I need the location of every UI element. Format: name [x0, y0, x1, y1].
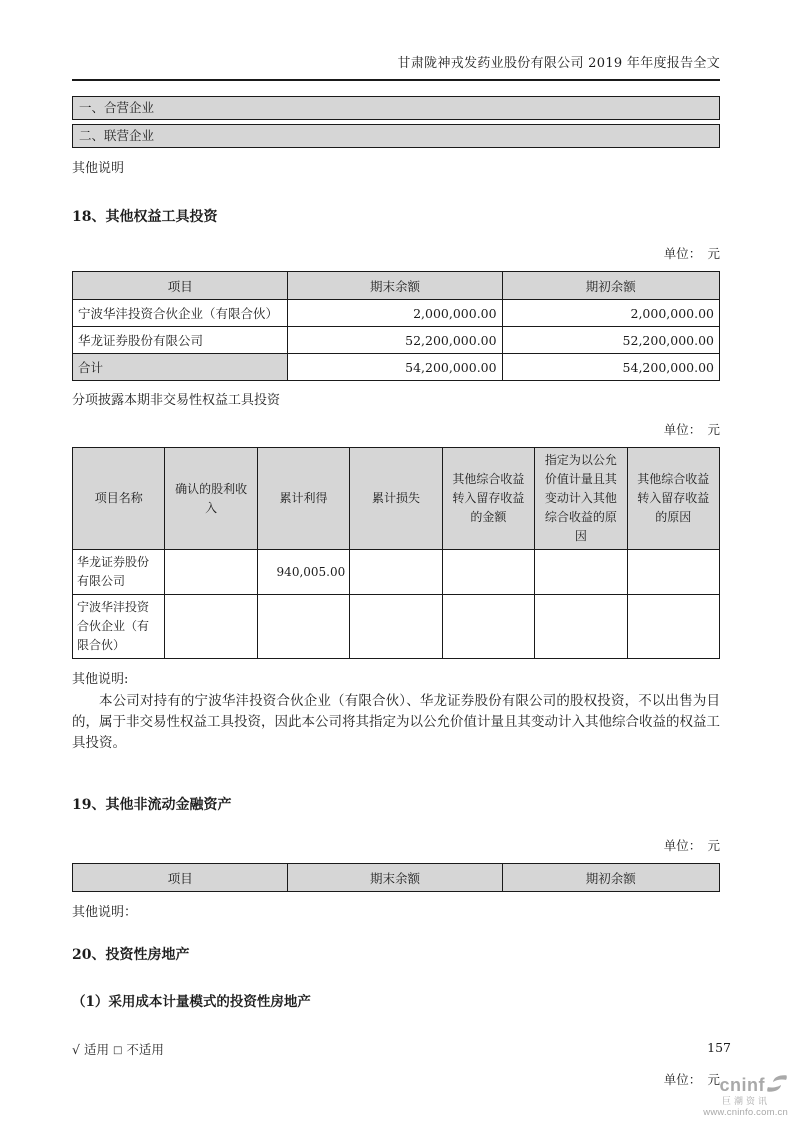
table-header-row — [73, 448, 720, 550]
unit-label: 单位： 元 — [663, 838, 720, 853]
col-header-accumulated-gain: 累计利得 — [257, 448, 349, 550]
section-20-1-subtitle: （1）采用成本计量模式的投资性房地产 — [72, 994, 311, 1010]
section-bar-label: 一、合营企业 — [79, 100, 155, 115]
other-note: 其他说明 — [72, 161, 125, 176]
empty-checkbox-icon: □ — [112, 1045, 123, 1056]
applicability-line — [72, 1040, 720, 1058]
col-header-beginning-balance: 期初余额 — [502, 272, 719, 300]
cell-item-name: 华龙证券股份有限公司 — [73, 550, 165, 595]
cell-beginning-balance: 54,200,000.00 — [502, 354, 719, 381]
report-header-title: 甘肃陇神戎发药业股份有限公司 2019 年年度报告全文 — [72, 52, 720, 81]
col-header-ending-balance: 期末余额 — [288, 864, 502, 892]
unit-label: 单位： 元 — [663, 422, 720, 437]
cell-ending-balance: 54,200,000.00 — [288, 354, 502, 381]
cninfo-brand-text: cninf — [719, 1074, 765, 1095]
cell-item-name: 华龙证券股份有限公司 — [73, 327, 288, 354]
table-row — [73, 595, 720, 659]
section-bar-associate-enterprise — [72, 124, 720, 148]
table-total-row — [73, 354, 720, 381]
other-note-label: 其他说明： — [72, 905, 138, 920]
section-bar-joint-venture — [72, 96, 720, 120]
cell-dividend-income — [165, 595, 257, 659]
cell-beginning-balance: 2,000,000.00 — [502, 300, 719, 327]
table-row — [73, 327, 720, 354]
cninfo-logo-row — [683, 1074, 788, 1098]
col-header-beginning-balance: 期初余额 — [502, 864, 719, 892]
cell-accumulated-loss — [350, 550, 442, 595]
cninfo-swirl-icon — [766, 1074, 788, 1098]
page-number: 157 — [707, 1040, 731, 1055]
cell-fvoci-designation-reason — [535, 595, 627, 659]
not-applicable-label: 不适用 — [126, 1042, 164, 1057]
cell-accumulated-gain: 940,005.00 — [257, 550, 349, 595]
cell-ending-balance: 52,200,000.00 — [288, 327, 502, 354]
other-non-current-financial-assets-table — [72, 863, 720, 892]
col-header-fvoci-designation-reason: 指定为以公允价值计量且其变动计入其他综合收益的原因 — [535, 448, 627, 550]
cninfo-url: www.cninfo.com.cn — [703, 1107, 788, 1119]
col-header-accumulated-loss: 累计损失 — [350, 448, 442, 550]
col-header-oci-transfer-reason: 其他综合收益转入留存收益的原因 — [627, 448, 719, 550]
cell-total-label: 合计 — [73, 354, 288, 381]
cell-dividend-income — [165, 550, 257, 595]
applicable-label: 适用 — [83, 1042, 109, 1057]
cell-item-name: 宁波华沣投资合伙企业（有限合伙） — [73, 300, 288, 327]
col-header-dividend-income: 确认的股利收入 — [165, 448, 257, 550]
non-trading-equity-disclosure-note: 分项披露本期非交易性权益工具投资 — [72, 393, 281, 408]
section-bar-label: 二、联营企业 — [79, 128, 155, 143]
investment-explanation-paragraph: 本公司对持有的宁波华沣投资合伙企业（有限合伙）、华龙证券股份有限公司的股权投资，不以出售为目的，属于非交易性权益工具投资，因此本公司将其指定为以公允价值计量且其变动计入其他综合收益的权益工具投资。 — [72, 693, 720, 751]
cell-fvoci-designation-reason — [535, 550, 627, 595]
section-18-title: 18、其他权益工具投资 — [72, 209, 218, 225]
cell-oci-transferred-amount — [442, 550, 534, 595]
table-row — [73, 550, 720, 595]
table-header-row — [73, 272, 720, 300]
cell-oci-transfer-reason — [627, 595, 719, 659]
cninfo-caption: 巨潮资讯 — [721, 1095, 770, 1106]
section-19-title: 19、其他非流动金融资产 — [72, 797, 232, 813]
cell-oci-transferred-amount — [442, 595, 534, 659]
cell-ending-balance: 2,000,000.00 — [288, 300, 502, 327]
non-trading-equity-detail-table — [72, 447, 720, 659]
col-header-item: 项目 — [73, 864, 288, 892]
section-20-title: 20、投资性房地产 — [72, 947, 190, 963]
col-header-item-name: 项目名称 — [73, 448, 165, 550]
table-header-row — [73, 864, 720, 892]
cell-accumulated-loss — [350, 595, 442, 659]
cninfo-logo — [683, 1074, 788, 1119]
unit-label: 单位： 元 — [663, 246, 720, 261]
col-header-oci-transferred-amount: 其他综合收益转入留存收益的金额 — [442, 448, 534, 550]
other-note-label: 其他说明: — [72, 672, 129, 687]
checkmark-icon: √ — [72, 1042, 80, 1057]
col-header-item: 项目 — [73, 272, 288, 300]
unit-label: 单位： 元 — [663, 1072, 720, 1087]
col-header-ending-balance: 期末余额 — [288, 272, 502, 300]
cell-oci-transfer-reason — [627, 550, 719, 595]
cell-beginning-balance: 52,200,000.00 — [502, 327, 719, 354]
cell-accumulated-gain — [257, 595, 349, 659]
table-row — [73, 300, 720, 327]
equity-instrument-investment-table — [72, 271, 720, 381]
cell-item-name: 宁波华沣投资合伙企业（有限合伙） — [73, 595, 165, 659]
